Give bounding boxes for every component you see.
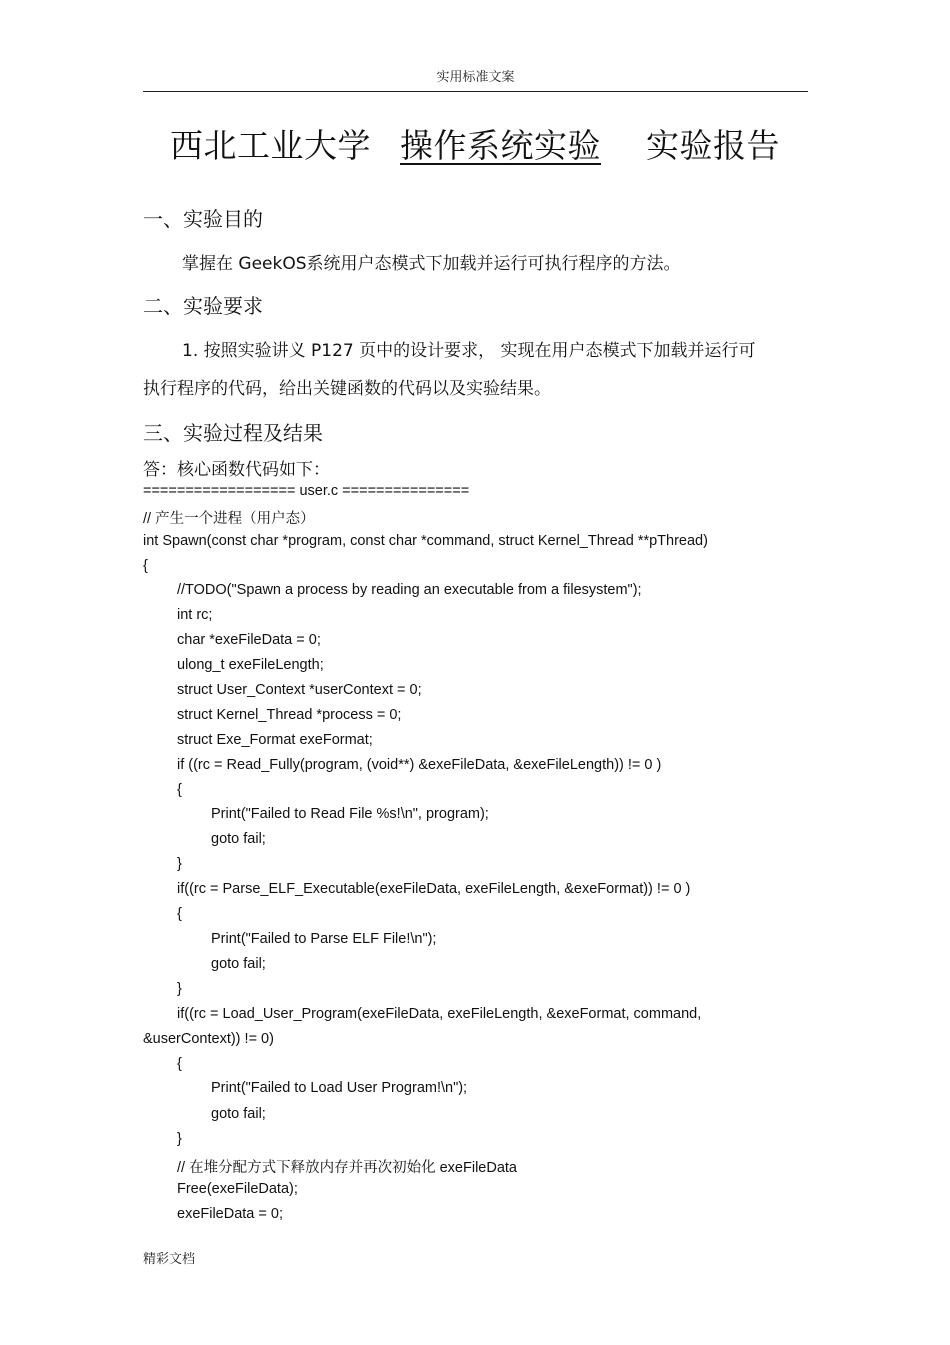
code-line: struct Kernel_Thread *process = 0; xyxy=(177,707,402,723)
code-line: goto fail; xyxy=(211,956,266,972)
code-line: struct Exe_Format exeFormat; xyxy=(177,732,373,748)
code-line: // 在堆分配方式下释放内存并再次初始化 exeFileData xyxy=(177,1160,517,1176)
code-line: if((rc = Load_User_Program(exeFileData, exeFileLength, &exeFormat, command, xyxy=(177,1006,702,1022)
section-heading-purpose: 一、实验目的 xyxy=(143,207,263,231)
page-header: 实用标准文案 xyxy=(436,70,515,85)
code-line: Free(exeFileData); xyxy=(177,1181,298,1197)
code-line: } xyxy=(177,981,182,997)
page-footer: 精彩文档 xyxy=(143,1252,196,1267)
code-line: char *exeFileData = 0; xyxy=(177,632,321,648)
section-heading-requirements: 二、实验要求 xyxy=(143,294,263,318)
requirements-text-line2: 执行程序的代码，给出关键函数的代码以及实验结果。 xyxy=(143,379,551,399)
code-line: ================== user.c =============== xyxy=(143,483,470,499)
code-line: { xyxy=(177,906,182,922)
code-line: Print("Failed to Parse ELF File!\n"); xyxy=(211,931,437,947)
purpose-text: 掌握在 GeekOS系统用户态模式下加载并运行可执行程序的方法。 xyxy=(182,254,681,274)
section-heading-process: 三、实验过程及结果 xyxy=(143,421,323,445)
code-line: Print("Failed to Load User Program!\n"); xyxy=(211,1080,468,1096)
code-line: } xyxy=(177,856,182,872)
code-line: struct User_Context *userContext = 0; xyxy=(177,682,422,698)
code-line: // 产生一个进程（用户态） xyxy=(143,511,315,527)
code-line: ulong_t exeFileLength; xyxy=(177,657,324,673)
code-line: goto fail; xyxy=(211,831,266,847)
code-line: Print("Failed to Read File %s!\n", program); xyxy=(211,806,489,822)
header-rule xyxy=(143,91,808,92)
requirements-text-line1: 1. 按照实验讲义 P127 页中的设计要求， 实现在用户态模式下加载并运行可 xyxy=(182,341,756,361)
code-line: int rc; xyxy=(177,607,213,623)
code-line: { xyxy=(143,558,148,574)
code-line: if ((rc = Read_Fully(program, (void**) &exeFileData, &exeFileLength)) != 0 ) xyxy=(177,757,662,773)
code-line: if((rc = Parse_ELF_Executable(exeFileData, exeFileLength, &exeFormat)) != 0 ) xyxy=(177,881,691,897)
report-title xyxy=(0,120,950,167)
code-line: { xyxy=(177,1056,182,1072)
title-course: 操作系统实验 xyxy=(400,126,601,165)
process-intro: 答：核心函数代码如下： xyxy=(143,460,330,480)
title-university: 西北工业大学 xyxy=(170,126,371,165)
code-line: int Spawn(const char *program, const char *command, struct Kernel_Thread **pThread) xyxy=(143,533,708,549)
code-line: } xyxy=(177,1131,182,1147)
code-line: { xyxy=(177,782,182,798)
code-line: exeFileData = 0; xyxy=(177,1206,283,1222)
code-line: goto fail; xyxy=(211,1106,266,1122)
title-suffix: 实验报告 xyxy=(646,126,780,165)
code-line: &userContext)) != 0) xyxy=(143,1031,274,1047)
code-line: //TODO("Spawn a process by reading an executable from a filesystem"); xyxy=(177,582,642,598)
